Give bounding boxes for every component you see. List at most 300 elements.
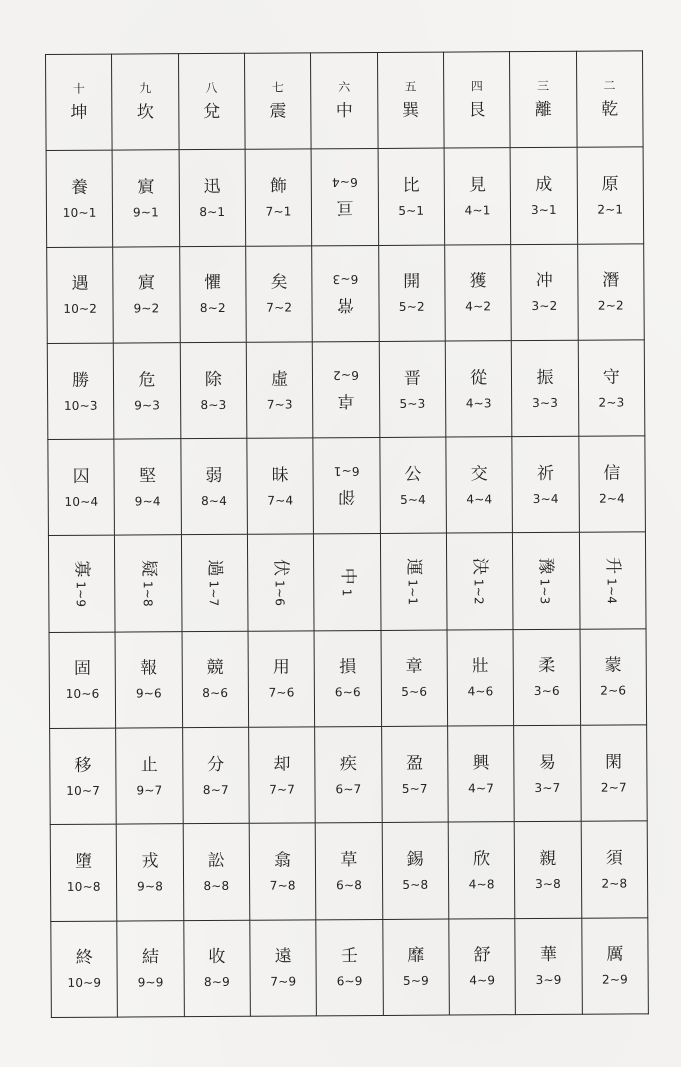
cell-code: 8~7: [202, 782, 229, 797]
cell-content: [332, 272, 358, 314]
cell-character: 豫: [536, 557, 557, 575]
cell-content: [578, 271, 644, 313]
cell-code: 4~3: [465, 395, 492, 410]
grid-cell: [49, 632, 116, 729]
cell-content: [180, 273, 246, 315]
cell-character: 除: [204, 369, 222, 390]
grid-cell: [313, 438, 380, 535]
cell-code: 1~8: [140, 580, 155, 608]
cell-character: 懼: [204, 273, 222, 294]
cell-code: 6~1: [333, 464, 360, 479]
cell-character: 原: [601, 174, 619, 195]
table-row: [46, 147, 644, 247]
cell-code: 8~2: [199, 301, 226, 316]
cell-code: 4~1: [464, 203, 491, 218]
cell-content: [337, 568, 357, 597]
table-row: [50, 821, 648, 921]
cell-character: 報: [140, 658, 158, 679]
cell-code: 7~3: [266, 397, 293, 412]
cell-code: 3~6: [533, 684, 560, 699]
cell-code: 6~4: [331, 175, 358, 190]
header-trigram-name: 坤: [70, 102, 88, 123]
cell-content: [515, 849, 581, 891]
header-number: 八: [205, 81, 218, 96]
cell-code: 4~4: [466, 492, 493, 507]
cell-code: 2~8: [601, 876, 628, 891]
cell-content: [449, 945, 515, 987]
cell-content: [316, 754, 382, 796]
header-number: 四: [470, 79, 483, 94]
grid-cell: [48, 536, 115, 633]
cell-content: [579, 463, 645, 505]
grid-cell: [581, 918, 648, 1015]
table-row: [50, 725, 648, 825]
cell-code: 1~6: [272, 580, 288, 607]
cell-code: 6~6: [334, 685, 361, 700]
cell-character: 養: [70, 177, 89, 198]
cell-character: 壬: [340, 946, 359, 967]
cell-code: 4~6: [467, 684, 494, 699]
cell-character: 興: [472, 753, 490, 774]
grid-cell: [316, 823, 383, 920]
cell-content: [582, 945, 648, 987]
cell-character: 草: [340, 850, 358, 871]
cell-content: [512, 271, 578, 313]
cell-content: [114, 273, 180, 315]
grid-cell: [380, 534, 447, 631]
cell-character: 交: [470, 464, 488, 485]
cell-code: 9~9: [137, 975, 164, 990]
grid-cell: [117, 824, 184, 921]
cell-content: [516, 945, 582, 987]
grid-cell: [179, 246, 246, 343]
header-number: 三: [537, 79, 550, 94]
cell-content: [184, 851, 250, 893]
cell-code: 7~4: [267, 493, 294, 508]
grid-cell: [510, 148, 577, 245]
cell-content: [448, 753, 514, 795]
cell-content: [246, 176, 312, 218]
cell-character: 運: [403, 558, 424, 576]
header-cell: [311, 52, 378, 149]
grid-cell: [112, 150, 179, 247]
cell-character: 疑: [138, 559, 159, 578]
grid-cell: [447, 629, 514, 726]
cell-code: 1~7: [206, 580, 221, 607]
cell-content: [449, 849, 515, 891]
cell-character: 賔: [137, 273, 155, 294]
cell-code: 5~7: [401, 781, 428, 796]
cell-content: [47, 274, 113, 316]
grid-cell: [48, 439, 115, 536]
cell-code: 2~2: [597, 298, 624, 313]
grid-cell: [381, 630, 448, 727]
cell-code: 6~8: [336, 878, 363, 893]
cell-code: 10~4: [64, 494, 99, 509]
cell-character: 欣: [472, 849, 491, 870]
cell-character: 固: [73, 659, 91, 680]
cell-content: [317, 946, 383, 988]
grid-cell: [515, 918, 582, 1015]
cell-character: 戎: [141, 851, 159, 872]
grid-cell: [578, 340, 645, 437]
grid-cell: [115, 631, 182, 728]
cell-code: 1~4: [604, 578, 619, 605]
grid-cell: [445, 244, 512, 341]
hexagram-grid-table: [45, 50, 649, 1018]
cell-character: 閑: [605, 752, 623, 773]
cell-character: 矣: [270, 272, 288, 293]
cell-content: [204, 560, 224, 607]
cell-content: [118, 948, 184, 990]
cell-character: 比: [402, 175, 420, 196]
cell-code: 3~4: [532, 491, 559, 506]
grid-cell: [312, 245, 379, 342]
grid-cell: [245, 149, 312, 246]
cell-character: 墮: [75, 851, 93, 872]
cell-character: 華: [539, 945, 558, 966]
cell-character: 晋: [403, 368, 421, 389]
cell-code: 9~6: [135, 686, 162, 701]
header-trigram-name: 離: [534, 100, 552, 121]
header-trigram-name: 中: [335, 101, 353, 122]
cell-character: 常: [336, 293, 355, 314]
cell-content: [445, 271, 511, 313]
cell-character: 見: [468, 175, 486, 196]
cell-code: 5~3: [399, 396, 426, 411]
grid-cell: [512, 436, 579, 533]
grid-cell: [114, 439, 181, 536]
cell-character: 危: [138, 369, 156, 390]
grid-cell: [50, 728, 117, 825]
cell-code: 2~1: [597, 202, 624, 217]
grid-cell: [46, 150, 113, 247]
cell-content: [49, 466, 115, 508]
cell-content: [50, 659, 116, 701]
grid-cell: [513, 629, 580, 726]
cell-character: 終: [75, 948, 93, 969]
cell-content: [512, 367, 578, 409]
cell-character: 決: [469, 557, 490, 576]
grid-cell: [116, 728, 183, 825]
cell-content: [138, 560, 158, 607]
grid-cell: [444, 148, 511, 245]
cell-character: 公: [404, 464, 422, 485]
grid-cell: [117, 920, 184, 1017]
grid-cell: [183, 824, 250, 921]
cell-content: [513, 464, 579, 506]
cell-content: [333, 368, 359, 410]
cell-content: [579, 367, 645, 409]
cell-code: 2~7: [600, 780, 627, 795]
cell-character: 靡: [407, 946, 425, 967]
header-number: 九: [139, 81, 152, 96]
cell-code: 2~6: [600, 683, 627, 699]
grid-cell: [182, 727, 249, 824]
grid-cell: [579, 532, 646, 629]
cell-character: 卻: [338, 486, 356, 507]
cell-content: [249, 754, 315, 796]
cell-character: 中: [337, 567, 358, 585]
cell-character: 厲: [606, 944, 624, 965]
header-trigram-name: 坎: [136, 102, 154, 123]
cell-content: [383, 850, 449, 892]
cell-character: 分: [207, 754, 225, 775]
cell-content: [332, 176, 358, 218]
cell-content: [179, 177, 245, 219]
grid-cell: [248, 631, 315, 728]
header-number: 六: [338, 80, 351, 95]
table-row: [47, 243, 645, 343]
header-cell: [377, 52, 444, 149]
cell-code: 3~3: [532, 395, 559, 410]
cell-code: 6~2: [332, 368, 359, 383]
cell-code: 4~2: [465, 299, 492, 314]
cell-content: [250, 947, 316, 989]
cell-character: 卓: [337, 390, 355, 411]
cell-content: [113, 177, 179, 219]
header-number: 十: [72, 81, 85, 96]
grid-cell: [314, 534, 381, 631]
table-row: [47, 340, 645, 440]
cell-content: [316, 850, 382, 892]
cell-code: 8~1: [199, 204, 226, 219]
grid-cell: [381, 726, 448, 823]
cell-content: [47, 178, 113, 220]
cell-character: 柔: [538, 656, 556, 677]
cell-content: [248, 465, 314, 507]
cell-character: 結: [141, 947, 160, 968]
cell-content: [379, 272, 445, 314]
cell-character: 須: [605, 848, 623, 869]
grid-cell: [47, 343, 114, 440]
cell-code: 8~9: [203, 975, 230, 990]
cell-content: [249, 658, 315, 700]
cell-code: 6~7: [335, 781, 362, 796]
cell-character: 競: [206, 658, 224, 679]
grid-cell: [183, 920, 250, 1017]
cell-character: 潛: [602, 270, 620, 291]
cell-character: 移: [74, 755, 92, 776]
cell-code: 1~1: [405, 579, 420, 606]
cell-content: [445, 175, 511, 217]
cell-code: 10~3: [63, 398, 98, 413]
cell-code: 1: [339, 588, 354, 597]
cell-content: [515, 752, 581, 794]
cell-code: 9~2: [133, 301, 160, 316]
cell-content: [247, 369, 313, 411]
cell-code: 7~2: [266, 300, 293, 315]
cell-character: 昧: [271, 465, 289, 486]
cell-code: 6~3: [332, 271, 359, 286]
grid-cell: [181, 438, 248, 535]
grid-body: [46, 51, 649, 1018]
cell-code: 8~3: [200, 397, 227, 412]
cell-character: 寡: [71, 560, 92, 578]
header-trigram-name: 震: [269, 101, 287, 122]
cell-content: [50, 755, 116, 797]
grid-cell: [180, 342, 247, 439]
grid-cell: [313, 341, 380, 438]
header-trigram-name: 兌: [203, 102, 221, 123]
cell-code: 4~7: [468, 780, 495, 796]
cell-code: 8~8: [203, 878, 230, 894]
grid-cell: [379, 437, 446, 534]
grid-cell: [51, 921, 118, 1018]
cell-character: 訟: [207, 850, 225, 872]
cell-code: 8~4: [201, 493, 228, 508]
cell-character: 弱: [205, 465, 223, 486]
cell-character: 蒙: [604, 655, 622, 677]
grid-cell: [581, 821, 648, 918]
grid-cell: [445, 341, 512, 438]
cell-code: 10~9: [67, 976, 102, 991]
cell-content: [380, 368, 446, 410]
cell-content: [446, 368, 512, 410]
cell-code: 2~3: [598, 394, 625, 410]
cell-code: 5~8: [402, 877, 429, 892]
cell-code: 7~8: [269, 878, 296, 893]
cell-content: [511, 175, 577, 217]
grid-cell: [249, 727, 316, 824]
cell-content: [250, 850, 316, 892]
cell-content: [271, 559, 291, 606]
cell-character: 收: [208, 947, 226, 968]
grid-cell: [446, 437, 513, 534]
cell-content: [580, 656, 646, 698]
cell-code: 5~4: [400, 492, 427, 507]
table-row: [51, 918, 649, 1018]
grid-cell: [179, 150, 246, 247]
cell-character: 升: [602, 557, 623, 575]
cell-code: 5~6: [401, 685, 428, 700]
cell-character: 賔: [137, 177, 155, 198]
cell-content: [446, 464, 512, 506]
cell-content: [380, 464, 446, 506]
cell-code: 4~8: [468, 877, 495, 892]
cell-character: 飾: [269, 176, 288, 197]
header-trigram-name: 艮: [468, 100, 486, 121]
header-number: 七: [271, 80, 284, 95]
cell-code: 4~9: [469, 973, 496, 988]
cell-character: 用: [272, 657, 290, 679]
cell-character: 損: [339, 657, 357, 678]
cell-content: [72, 560, 92, 607]
cell-content: [183, 754, 249, 796]
cell-content: [51, 948, 117, 990]
cell-character: 開: [403, 271, 421, 293]
cell-content: [470, 558, 490, 605]
cell-content: [514, 656, 580, 698]
cell-code: 7~9: [270, 974, 297, 989]
cell-content: [382, 753, 448, 795]
cell-code: 9~8: [137, 879, 164, 894]
cell-content: [114, 370, 180, 412]
cell-character: 舒: [473, 945, 491, 966]
cell-content: [448, 657, 514, 699]
grid-cell: [577, 243, 644, 340]
grid-cell: [577, 147, 644, 244]
grid-cell: [115, 535, 182, 632]
cell-code: 7~7: [269, 782, 296, 797]
cell-code: 5~9: [402, 974, 429, 989]
cell-code: 5~2: [398, 299, 425, 315]
cell-content: [117, 851, 183, 893]
header-cell: [443, 52, 510, 149]
cell-content: [315, 657, 381, 699]
cell-content: [536, 558, 556, 605]
cell-code: 1~3: [538, 578, 553, 605]
grid-cell: [379, 341, 446, 438]
cell-character: 守: [602, 367, 620, 388]
header-number: 二: [603, 78, 616, 93]
cell-character: 翕: [274, 850, 292, 871]
cell-character: 止: [140, 755, 158, 776]
cell-character: 祈: [536, 463, 555, 484]
table-row: [49, 629, 647, 729]
cell-character: 易: [538, 752, 556, 773]
grid-cell: [50, 824, 117, 921]
header-number: 五: [404, 79, 417, 94]
cell-content: [181, 369, 247, 411]
grid-cell: [446, 533, 513, 630]
header-cell: [510, 51, 577, 148]
cell-code: 2~4: [599, 491, 626, 506]
cell-character: 壯: [471, 656, 489, 677]
cell-character: 獲: [469, 271, 487, 292]
header-trigram-name: 乾: [601, 99, 619, 120]
cell-code: 9~3: [134, 397, 161, 412]
cell-code: 9~7: [136, 783, 163, 798]
grid-cell: [250, 920, 317, 1017]
cell-code: 10~2: [63, 301, 98, 317]
cell-code: 10~8: [66, 879, 101, 894]
grid-cell: [449, 918, 516, 1015]
header-trigram-name: 巽: [402, 100, 420, 121]
cell-character: 章: [405, 657, 423, 678]
grid-cell: [511, 244, 578, 341]
header-cell: [178, 53, 245, 150]
table-row: [48, 436, 646, 536]
grid-cell: [316, 919, 383, 1016]
cell-character: 堅: [139, 466, 157, 487]
cell-content: [602, 557, 622, 604]
cell-character: 亘: [336, 197, 354, 218]
cell-code: 10~1: [62, 205, 97, 220]
grid-cell: [382, 822, 449, 919]
cell-character: 勝: [72, 370, 90, 391]
header-cell: [112, 54, 179, 151]
grid-cell: [246, 245, 313, 342]
cell-code: 7~1: [265, 204, 292, 219]
cell-code: 3~8: [535, 876, 562, 892]
cell-content: [378, 176, 444, 218]
grid-cell: [47, 247, 114, 344]
header-cell: [576, 51, 643, 148]
cell-code: 5~1: [398, 203, 425, 218]
cell-character: 迅: [203, 176, 221, 197]
cell-code: 8~6: [202, 686, 229, 701]
grid-cell: [114, 343, 181, 440]
cell-character: 振: [536, 367, 554, 388]
grid-cell: [580, 629, 647, 726]
cell-content: [117, 755, 183, 797]
cell-code: 3~7: [534, 780, 561, 795]
cell-content: [115, 466, 181, 508]
header-row: [46, 51, 644, 151]
cell-character: 囚: [72, 466, 90, 487]
grid-cell: [182, 631, 249, 728]
